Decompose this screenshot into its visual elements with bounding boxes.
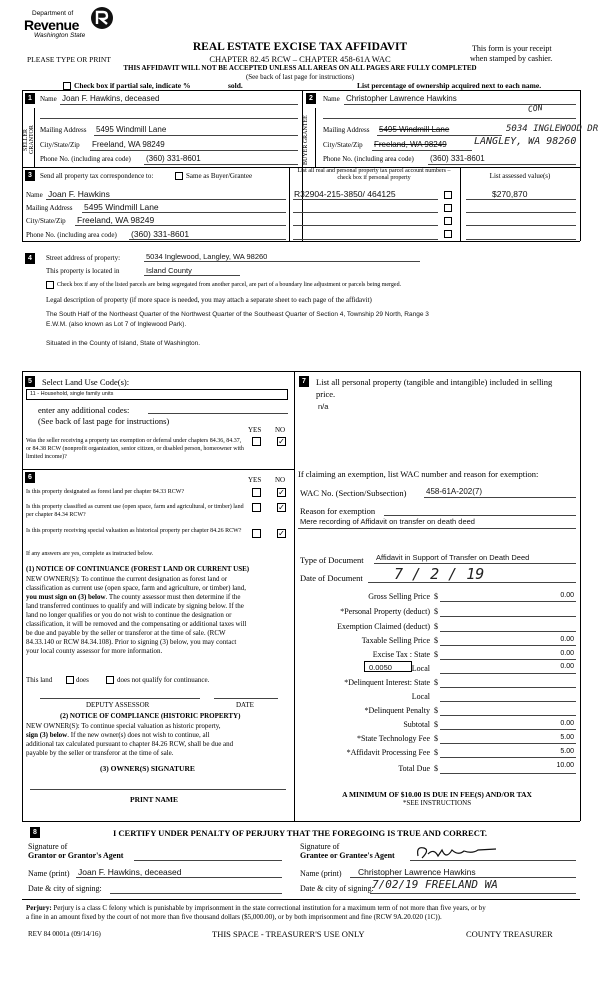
- print-name-label: PRINT NAME: [130, 795, 178, 804]
- personal-property-checkbox-1[interactable]: [444, 191, 452, 199]
- sec6-yes-header: YES: [248, 476, 262, 484]
- same-as-buyer-checkbox[interactable]: [175, 172, 183, 180]
- notice2-line-4: payable by the seller or transferor at the time of sale.: [26, 749, 174, 757]
- segregation-label: Check box if any of the listed parcels are being segregated from another parcel, are part of a boundary line adjustment or parcels being merged.: [57, 282, 402, 288]
- tax-mail[interactable]: 5495 Windmill Lane: [84, 202, 159, 212]
- buyer-mail-handwritten: 5034 INGLEWOOD DR: [506, 124, 599, 134]
- personal-deduct-label: *Personal Property (deduct): [340, 607, 430, 616]
- doc-type[interactable]: Affidavit in Support of Transfer on Death Deed: [376, 553, 530, 562]
- land-does-label: does: [76, 676, 89, 684]
- form-number: REV 84 0001a (09/14/16): [28, 930, 101, 938]
- excise-state-label: Excise Tax : State: [372, 650, 430, 659]
- grantee-sig-label-2: Grantee or Grantee's Agent: [300, 851, 395, 860]
- section-1-number: 1: [25, 93, 35, 104]
- notice2-line-1: NEW OWNER(S): To continue special valuation as historic property,: [26, 722, 221, 730]
- tax-city-label: City/State/Zip: [26, 217, 66, 225]
- land-use-label: Select Land Use Code(s):: [42, 377, 130, 387]
- doc-date[interactable]: 7 / 2 / 19: [394, 565, 485, 583]
- personal-property-checkbox-3[interactable]: [444, 217, 452, 225]
- sold-label: sold.: [228, 81, 243, 90]
- receipt-note-1: This form is your receipt: [472, 44, 552, 53]
- wac-number[interactable]: 458-61A-202(7): [426, 487, 483, 496]
- form-title: REAL ESTATE EXCISE TAX AFFIDAVIT: [192, 41, 408, 53]
- personal-property-label: List all personal property (tangible and intangible) included in selling: [316, 377, 553, 387]
- excise-local-label: Local: [411, 664, 430, 673]
- seller-side-label: SELLER GRANTOR: [23, 125, 35, 155]
- tax-phone-label: Phone No. (including area code): [26, 231, 117, 239]
- same-as-buyer-label: Same as Buyer/Grantee: [186, 172, 253, 180]
- tax-city[interactable]: Freeland, WA 98249: [77, 215, 155, 225]
- buyer-mail-correction-note: CON: [527, 103, 544, 114]
- buyer-mail-label: Mailing Address: [323, 126, 370, 134]
- tech-fee-label: *State Technology Fee: [356, 734, 430, 743]
- local-rate: 0.0050: [369, 663, 392, 672]
- gross-value[interactable]: 0.00: [560, 592, 574, 599]
- personal-property-label-2: price.: [316, 389, 336, 399]
- notice1-line-9: your local county assessor for more information.: [26, 647, 163, 655]
- grantee-name-label: Name (print): [300, 869, 342, 878]
- partial-sale-checkbox[interactable]: [63, 82, 71, 90]
- county-treasurer: COUNTY TREASURER: [466, 929, 553, 939]
- seller-city[interactable]: Freeland, WA 98249: [92, 140, 165, 149]
- section-2-number: 2: [306, 93, 316, 104]
- buyer-city-label: City/State/Zip: [323, 141, 363, 149]
- this-land-label: This land: [26, 676, 53, 684]
- notice1-line-2: classification as current use (open space, farm and agriculture, or timber) land,: [26, 584, 247, 592]
- notice2-line-2a: sign (3) below: [26, 731, 68, 739]
- treasurer-use: THIS SPACE - TREASURER'S USE ONLY: [212, 929, 365, 939]
- section-5-number: 5: [25, 376, 35, 387]
- legal-line-3[interactable]: Situated in the County of Island, State of Washington.: [46, 340, 201, 347]
- assessed-value[interactable]: $270,870: [492, 189, 528, 199]
- street-label: Street address of property:: [46, 254, 121, 262]
- dept-main: Revenue: [24, 17, 79, 33]
- grantor-print-name[interactable]: Joan F. Hawkins, deceased: [78, 867, 182, 877]
- sec6-q2-yes[interactable]: [252, 503, 261, 512]
- seller-phone[interactable]: (360) 331-8601: [146, 154, 201, 163]
- section-4-number: 4: [25, 253, 35, 264]
- notice1-line-8: 84.33.140 or RCW 84.34.108). Prior to signing (3) below, you may contact: [26, 638, 237, 646]
- buyer-city-handwritten: LANGLEY, WA 98260: [474, 136, 577, 147]
- personal-property-value[interactable]: n/a: [318, 402, 329, 411]
- dept-top: Department of: [32, 10, 74, 17]
- grantor-name-label: Name (print): [28, 869, 70, 878]
- grantor-sig-label-1: Signature of: [28, 842, 68, 851]
- notice1-title: (1) NOTICE OF CONTINUANCE (FOREST LAND OR CURRENT USE): [26, 565, 250, 573]
- section-7-number: 7: [299, 376, 309, 387]
- parcel-number[interactable]: R32904-215-3850/ 464125: [294, 189, 396, 199]
- notice1-line-1: NEW OWNER(S): To continue the current designation as forest land or: [26, 575, 228, 583]
- notice2-line-3: additional tax calculated pursuant to chapter 84.26 RCW, shall be due and: [26, 740, 234, 748]
- certify-statement: I CERTIFY UNDER PENALTY OF PERJURY THAT THE FOREGOING IS TRUE AND CORRECT.: [112, 828, 487, 838]
- sec6-q3-yes[interactable]: [252, 529, 261, 538]
- notice1-line-3b: . The county assessor must then determine if the: [105, 593, 241, 601]
- total-label: Total Due: [398, 764, 430, 773]
- buyer-name-label: Name: [323, 95, 340, 103]
- notice1-line-6: classification, it will be removed and the compensating or additional taxes will: [26, 620, 247, 628]
- notice2-line-2b: . If the new owner(s) does not wish to continue, all: [67, 731, 210, 739]
- minimum-note: A MINIMUM OF $10.00 IS DUE IN FEE(S) AND/OR TAX: [342, 790, 532, 799]
- notice1-line-5: land no longer qualifies or you do not wish to continue the designation or: [26, 611, 232, 619]
- seller-phone-label: Phone No. (including area code): [40, 155, 131, 163]
- grantor-sig-label-2: Grantor or Grantor's Agent: [28, 851, 124, 860]
- land-does-not-label: does not qualify for continuance.: [117, 676, 210, 684]
- buyer-side-label: BUYER GRANTEE: [303, 115, 309, 165]
- notice2-title: (2) NOTICE OF COMPLIANCE (HISTORIC PROPERTY): [60, 712, 241, 720]
- ownership-note: List percentage of ownership acquired next to each name.: [357, 81, 542, 90]
- section-6-number: 6: [25, 472, 35, 483]
- exemption-deduct-label: Exemption Claimed (deduct): [337, 622, 430, 631]
- total-value[interactable]: 10.00: [556, 762, 574, 769]
- land-use-value: 11 - Household, single family units: [30, 391, 114, 397]
- taxable-value[interactable]: 0.00: [560, 636, 574, 643]
- grantee-signature: [412, 842, 502, 862]
- grantee-sig-label-1: Signature of: [300, 842, 340, 851]
- assessed-header: List assessed value(s): [489, 172, 551, 180]
- doc-date-label: Date of Document: [300, 573, 363, 583]
- local-rate-box[interactable]: [364, 661, 412, 672]
- revenue-logo-icon: [90, 6, 114, 30]
- exemption-reason[interactable]: Mere recording of Affidavit on transfer on death deed: [300, 517, 475, 526]
- form-subtitle: CHAPTER 82.45 RCW – CHAPTER 458-61A WAC: [209, 54, 391, 64]
- notice1-line-3a: you must sign on (3) below: [26, 593, 106, 601]
- sec5-q1: Was the seller receiving a property tax exemption or deferral under chapters 84.36, 84.37, or 84.38 RCW (nonprofit organization, senior citizen, or disabled person, homeowner with limited income)?: [26, 438, 244, 460]
- see-back: (See back of last page for instructions): [245, 73, 355, 81]
- sec5-q1-yes[interactable]: [252, 437, 261, 446]
- sec5-q1-no[interactable]: ✓: [278, 437, 285, 446]
- doc-type-label: Type of Document: [300, 555, 364, 565]
- partial-sale-label: Check box if partial sale, indicate %: [74, 81, 191, 90]
- excise-local-value[interactable]: 0.00: [560, 663, 574, 670]
- personal-property-checkbox-4[interactable]: [444, 230, 452, 238]
- street-address[interactable]: 5034 Inglewood, Langley, WA 98260: [146, 252, 268, 261]
- legal-line-1[interactable]: The South Half of the Northeast Quarter of the Northwest Quarter of the Southeast Quarter of Section 4, Township 29 North, Range 3: [46, 311, 429, 318]
- sec5-see-back: (See back of last page for instructions): [38, 416, 170, 426]
- notice1-line-7: be due and payable by the seller or transferor at the time of sale. (RCW: [26, 629, 226, 637]
- sec6-q1: Is this property designated as forest land per chapter 84.33 RCW?: [26, 489, 185, 495]
- seller-mail-label: Mailing Address: [40, 126, 87, 134]
- grantee-print-name[interactable]: Christopher Lawrence Hawkins: [358, 867, 476, 877]
- dept-sub: Washington State: [34, 32, 86, 39]
- seller-name-label: Name: [40, 95, 57, 103]
- section-8-number: 8: [30, 827, 40, 838]
- tax-name[interactable]: Joan F. Hawkins: [48, 189, 110, 199]
- gross-label: Gross Selling Price: [368, 592, 430, 601]
- taxable-label: Taxable Selling Price: [361, 636, 430, 645]
- sec6-q3: Is this property receiving special valuation as historical property per chapter 84.26 RCW?: [26, 528, 242, 534]
- buyer-name[interactable]: Christopher Lawrence Hawkins: [346, 94, 457, 103]
- buyer-phone[interactable]: (360) 331-8601: [430, 154, 485, 163]
- segregation-checkbox[interactable]: [46, 281, 54, 289]
- buyer-mail[interactable]: 5495 Windmill Lane: [379, 125, 450, 134]
- warning: THIS AFFIDAVIT WILL NOT BE ACCEPTED UNLESS ALL AREAS ON ALL PAGES ARE FULLY COMPLETED: [123, 64, 477, 72]
- subtotal-value[interactable]: 0.00: [560, 720, 574, 727]
- parcels-header: List all real and personal property tax parcel account numbers – check box if personal property: [297, 168, 451, 181]
- see-instructions: *SEE INSTRUCTIONS: [402, 799, 472, 807]
- delinq-penalty-label: *Delinquent Penalty: [364, 706, 430, 715]
- deputy-assessor-label: DEPUTY ASSESSOR: [86, 701, 150, 709]
- personal-property-checkbox-2[interactable]: [444, 204, 452, 212]
- grantee-date-city[interactable]: 7/02/19 FREELAND WA: [372, 878, 498, 891]
- subtotal-label: Subtotal: [403, 720, 430, 729]
- sec6-no-header: NO: [275, 476, 286, 484]
- tax-mail-label: Mailing Address: [26, 204, 73, 212]
- wac-label: WAC No. (Section/Subsection): [300, 488, 407, 498]
- please-print: PLEASE TYPE OR PRINT: [27, 55, 111, 64]
- buyer-phone-label: Phone No. (including area code): [323, 155, 414, 163]
- tax-corr-label: Send all property tax correspondence to:: [40, 172, 154, 180]
- legal-line-2[interactable]: E.W.M. (also known as Lot 7 of Inglewood Park).: [46, 321, 187, 328]
- grantor-date-city-label: Date & city of signing:: [28, 884, 102, 893]
- sec6-q1-no[interactable]: ✓: [278, 488, 285, 497]
- tax-name-label: Name: [26, 191, 43, 199]
- tax-phone[interactable]: (360) 331-8601: [131, 229, 190, 239]
- sec5-no-header: NO: [275, 426, 286, 434]
- excise-state-value[interactable]: 0.00: [560, 650, 574, 657]
- sec6-q3-no[interactable]: ✓: [278, 529, 285, 538]
- perjury-line-1: Perjury is a class C felony which is punishable by imprisonment in the state correctional institution for a maximum term of not more than five years, or by: [53, 904, 486, 912]
- proc-fee-label: *Affidavit Processing Fee: [346, 748, 430, 757]
- reason-label: Reason for exemption: [300, 506, 376, 516]
- tech-fee-value[interactable]: 5.00: [560, 734, 574, 741]
- seller-city-label: City/State/Zip: [40, 141, 80, 149]
- land-use-select[interactable]: [26, 389, 288, 400]
- perjury-line-2: a fine in an amount fixed by the court of not more than five thousand dollars ($5,000.00), or by both imprisonment and fine (RCW 9A.20.020 (1C)).: [26, 913, 442, 921]
- sec6-q2-no[interactable]: ✓: [278, 503, 285, 512]
- land-does-checkbox[interactable]: [66, 676, 74, 684]
- exemption-label: If claiming an exemption, list WAC number and reason for exemption:: [298, 469, 539, 479]
- additional-codes-label: enter any additional codes:: [38, 405, 130, 415]
- legal-label: Legal description of property (if more space is needed, you may attach a separate sheet to each page of the affidavit): [46, 296, 372, 304]
- county-label: This property is located in: [46, 267, 120, 275]
- county[interactable]: Island County: [146, 266, 192, 275]
- seller-name[interactable]: Joan F. Hawkins, deceased: [62, 94, 160, 103]
- sec6-q2: Is this property classified as current use (open space, farm and agricultural, or timber) land per chapter 84.34 RCW?: [26, 504, 244, 518]
- delinq-state-label: *Delinquent Interest: State: [344, 678, 430, 687]
- proc-fee-value[interactable]: 5.00: [560, 748, 574, 755]
- seller-mail[interactable]: 5495 Windmill Lane: [96, 125, 167, 134]
- sec5-yes-header: YES: [248, 426, 262, 434]
- delinq-local-label: Local: [411, 692, 430, 701]
- buyer-city[interactable]: Freeland, WA 98249: [374, 140, 447, 149]
- grantee-date-city-label: Date & city of signing:: [300, 884, 374, 893]
- receipt-note-2: when stamped by cashier.: [470, 54, 553, 63]
- perjury-label: Perjury:: [26, 904, 52, 912]
- sec6-q1-yes[interactable]: [252, 488, 261, 497]
- deputy-date-label: DATE: [236, 701, 254, 709]
- owner-signature-label: (3) OWNER(S) SIGNATURE: [100, 764, 195, 773]
- notice1-line-4: land transferred continues to qualify and will indicate by signing below. If the: [26, 602, 244, 610]
- if-yes-note: If any answers are yes, complete as instructed below.: [26, 551, 154, 557]
- land-does-not-checkbox[interactable]: [106, 676, 114, 684]
- section-3-number: 3: [25, 170, 35, 181]
